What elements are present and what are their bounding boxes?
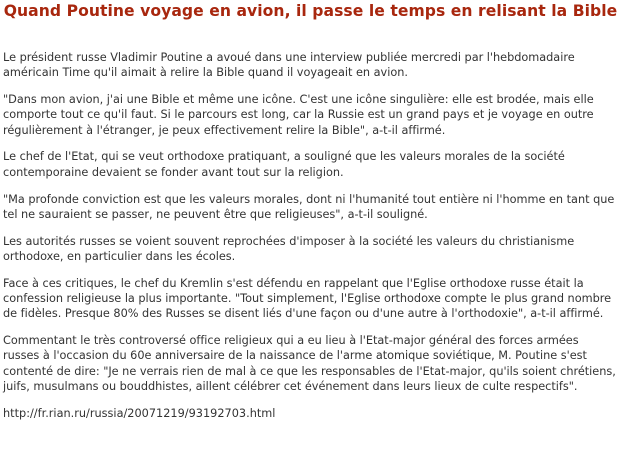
- article-paragraph: "Ma profonde conviction est que les valeurs morales, dont ni l'humanité tout entière ni l'homme en tant que tel ne sauraient se passer, ne peuvent être que religieuses", a-t-il souligné.: [3, 192, 615, 221]
- article-paragraph: Les autorités russes se voient souvent reprochées d'imposer à la société les valeurs du christianisme orthodoxe, en particulier dans les écoles.: [3, 234, 575, 263]
- article-paragraph: "Dans mon avion, j'ai une Bible et même une icône. C'est une icône singulière: elle est brodée, mais elle comporte tout ce qu'il faut. Si le parcours est long, car la Russie est un grand pays et je voyage en outre régulièrement à l'étranger, je peux effectivement relire la Bible", a-t-il affirmé.: [3, 93, 594, 137]
- article-headline: Quand Poutine voyage en avion, il passe le temps en relisant la Bible: [3, 2, 618, 20]
- article-paragraph: Le chef de l'Etat, qui se veut orthodoxe pratiquant, a souligné que les valeurs morales de la société contemporaine devaient se fonder avant tout sur la religion.: [3, 150, 565, 179]
- source-link: http://fr.rian.ru/russia/20071219/93192703.html: [3, 406, 276, 420]
- article-paragraph: Le président russe Vladimir Poutine a avoué dans une interview publiée mercredi par l'hebdomadaire américain Time qu'il aimait à relire la Bible quand il voyageait en avion.: [3, 51, 575, 80]
- article-body: [3, 50, 618, 421]
- article-paragraph: Commentant le très controversé office religieux qui a eu lieu à l'Etat-major général des forces armées russes à l'occasion du 60e anniversaire de la naissance de l'arme atomique soviétique, M. Poutine s'est contenté de dire: "Je ne verrais rien de mal à ce que les responsables de l'Etat-major, qu'ils soient chrétiens, juifs, musulmans ou bouddhistes, aillent célébrer cet événement dans leurs lieux de culte respectifs".: [3, 334, 616, 394]
- article-paragraph: Face à ces critiques, le chef du Kremlin s'est défendu en rappelant que l'Eglise orthodoxe russe était la confession religieuse la plus importante. "Tout simplement, l'Eglise orthodoxe compte le plus grand nombre de fidèles. Presque 80% des Russes se disent liés d'une façon ou d'une autre à l'orthodoxie", a-t-il affirmé.: [3, 276, 612, 321]
